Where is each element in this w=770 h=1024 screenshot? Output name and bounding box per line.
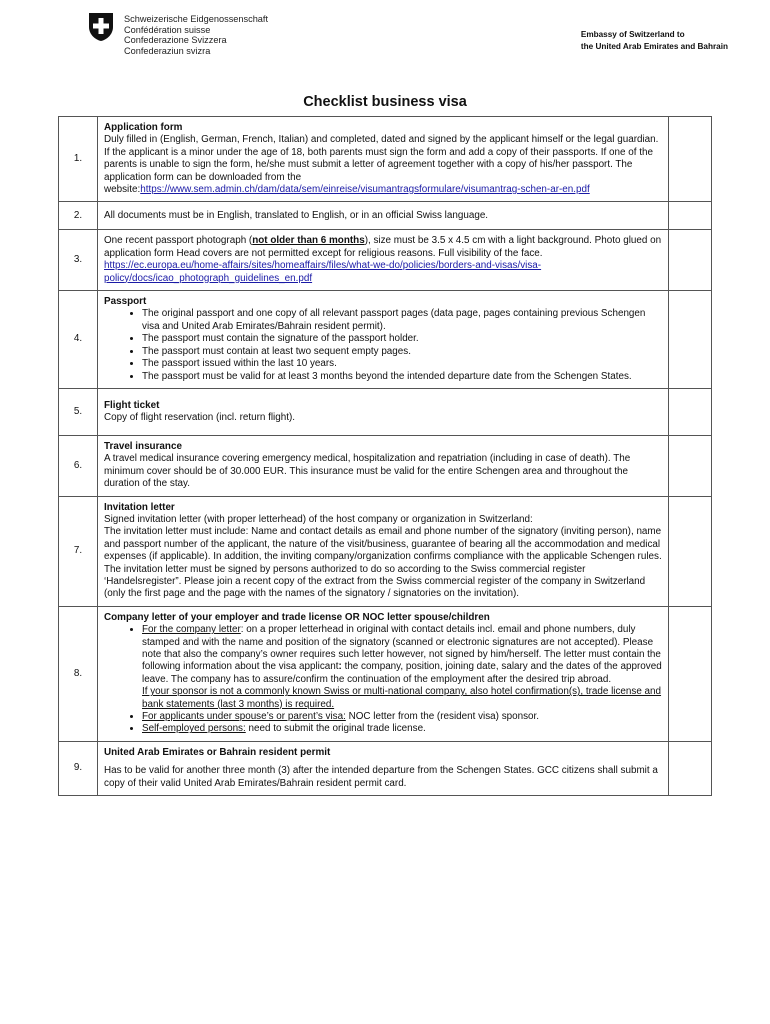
sponsor-requirement: If your sponsor is not a commonly known Swiss or multi-national company, also hotel confirmation(s), trade license and bank statements (last 3 months) is required. (142, 686, 662, 710)
checklist-row (59, 496, 712, 606)
item-content (98, 291, 669, 389)
item-heading: Travel insurance (104, 440, 182, 452)
item-heading: Invitation letter (104, 501, 175, 513)
photo-age-requirement: not older than 6 months (252, 235, 365, 247)
item-text: the company, position, joining date, salary and the dates of the approved leave. The company has to assure/confirm the continuation of the employment after the desired trip abroad. (142, 661, 662, 685)
checklist-row (59, 202, 712, 230)
item-number: 9. (59, 741, 98, 795)
item-text: One recent passport photograph ( (104, 235, 253, 247)
checklist-table (58, 116, 712, 796)
item-number: 4. (59, 291, 98, 389)
application-form-link[interactable]: https://www.sem.admin.ch/dam/data/sem/einreise/visumantragsformulare/visumantrag-schen-ar-en.pdf (140, 184, 590, 196)
item-text: A travel medical insurance covering emergency medical, hospitalization and repatriation (including in case of death). The minimum cover should be of 30.000 EUR. This insurance must be valid for the entire Schengen area and throughout the duration of the stay. (104, 453, 631, 490)
item-content (98, 496, 669, 606)
item-text: Copy of flight reservation (incl. return flight). (104, 411, 295, 423)
item-content (98, 388, 669, 435)
check-box[interactable] (669, 741, 712, 795)
checklist-row (59, 117, 712, 202)
item-content (98, 202, 669, 230)
embassy-line-2: the United Arab Emirates and Bahrain (580, 42, 728, 51)
check-box[interactable] (669, 606, 712, 741)
check-box[interactable] (669, 435, 712, 496)
item-heading: Passport (104, 296, 147, 308)
self-employed-label: Self-employed persons: (142, 723, 246, 735)
check-box[interactable] (669, 291, 712, 389)
confederation-it: Confederazione Svizzera (124, 35, 227, 46)
photo-guidelines-link[interactable]: https://ec.europa.eu/home-affairs/sites/homeaffairs/files/what-we-do/policies/borders-and-visas/visa-policy/docs/icao_photograph_guidelines_en.pdf (104, 260, 542, 284)
item-heading: Company letter of your employer and trade license OR NOC letter spouse/children (104, 611, 490, 623)
item-number: 2. (59, 202, 98, 230)
list-item: • The passport must contain at least two sequent empty pages. (142, 346, 662, 358)
list-item (142, 723, 662, 735)
embassy-name (581, 29, 728, 53)
list-item: • The original passport and one copy of all relevant passport pages (data page, pages containing previous Schengen visa and United Arab Emirates/Bahrain resident permit). (142, 308, 662, 333)
item-number: 1. (59, 117, 98, 202)
item-text: Signed invitation letter (with proper letterhead) of the host company or organization in Switzerland: (104, 513, 533, 525)
checklist-row (59, 606, 712, 741)
checklist-row (59, 291, 712, 389)
item-text: NOC letter from the (resident visa) sponsor. (345, 711, 540, 723)
check-box[interactable] (669, 117, 712, 202)
confederation-fr: Confédération suisse (124, 24, 211, 35)
checklist-row (59, 230, 712, 291)
list-item: • The passport must contain the signature of the passport holder. (142, 333, 662, 345)
passport-list (104, 308, 662, 382)
item-text: Has to be valid for another three month (3) after the intended departure from the Schengen States. GCC citizens shall submit a copy of their valid United Arab Emirates/Bahrain resident permit card. (104, 765, 658, 789)
check-box[interactable] (669, 230, 712, 291)
check-box[interactable] (669, 388, 712, 435)
item-text: The invitation letter must include: Name and contact details as email and phone number of the signatory (inviting person), name and passport number of the applicant, the nature of the visit/business, guarantee of bearing all the accommodation and medical expenses (if applicable). In addition, the inviting company/organization confirms compliance with the applicable Schengen rules. The invitation letter must be signed by persons authorized to do so according to the Swiss commercial register ‘Handelsregister”. Please join a recent copy of the extract from the Swiss commercial register of the company in Switzerland (only the first page and the page with the names of the signatory / signatories on the invitation). (104, 526, 662, 600)
list-item: • The passport issued within the last 10 years. (142, 358, 662, 370)
item-heading: Flight ticket (104, 399, 160, 411)
item-content (98, 230, 669, 291)
item-number: 5. (59, 388, 98, 435)
item-content (98, 741, 669, 795)
swiss-crest-icon (88, 12, 114, 42)
item-number: 8. (59, 606, 98, 741)
item-number: 7. (59, 496, 98, 606)
confederation-rm: Confederaziun svizra (124, 45, 211, 56)
company-letter-label: For the company letter (142, 624, 241, 636)
colon: : (338, 661, 342, 673)
item-text: : on a proper letterhead in original with contact details incl. email and phone numbers, duly stamped and with the name and position of the signatory (scanned or electronic signatures are not accepted). Please note that also the company’s owner requires such letter however, not signed by him/herself. The letter must contain the following information about the visa applicant (142, 624, 661, 673)
confederation-de: Schweizerische Eidgenossenschaft (124, 14, 269, 24)
item-heading: United Arab Emirates or Bahrain resident permit (104, 746, 331, 758)
item-number: 3. (59, 230, 98, 291)
embassy-line-1: Embassy of Switzerland to (580, 30, 685, 39)
item-text: All documents must be in English, translated to English, or in an official Swiss language. (104, 209, 489, 221)
item-text: Duly filled in (English, German, French, Italian) and completed, dated and signed by the applicant himself or the legal guardian. If the applicant is a minor under the age of 18, both parents must sign the form and add a copy of their passports. If one of the parents is unable to sign the form, he/she must submit a letter of agreement together with a copy of his/her passport. The application form can be downloaded from the website: (104, 134, 659, 196)
letterhead (88, 12, 748, 72)
check-box[interactable] (669, 496, 712, 606)
item-number: 6. (59, 435, 98, 496)
list-item (142, 711, 662, 723)
item-text: need to submit the original trade license. (245, 723, 426, 735)
item-text: ), size must be 3.5 x 4.5 cm with a light background. Photo glued on application form Head covers are not permitted except for religious reasons. Full visibility of the face. (104, 235, 662, 259)
item-heading: Application form (104, 122, 183, 133)
page-title: Checklist business visa (303, 94, 467, 110)
list-item (142, 624, 662, 711)
confederation-names (124, 14, 268, 56)
check-box[interactable] (669, 202, 712, 230)
item-content (98, 435, 669, 496)
checklist-row (59, 435, 712, 496)
spouse-parent-label: For applicants under spouse’s or parent’s visa: (142, 711, 346, 723)
checklist-row (59, 741, 712, 795)
item-content (98, 117, 669, 202)
checklist-row (59, 388, 712, 435)
list-item: • The passport must be valid for at least 3 months beyond the intended departure date from the Schengen States. (142, 371, 662, 383)
item-content (98, 606, 669, 741)
company-letter-list (104, 624, 662, 736)
